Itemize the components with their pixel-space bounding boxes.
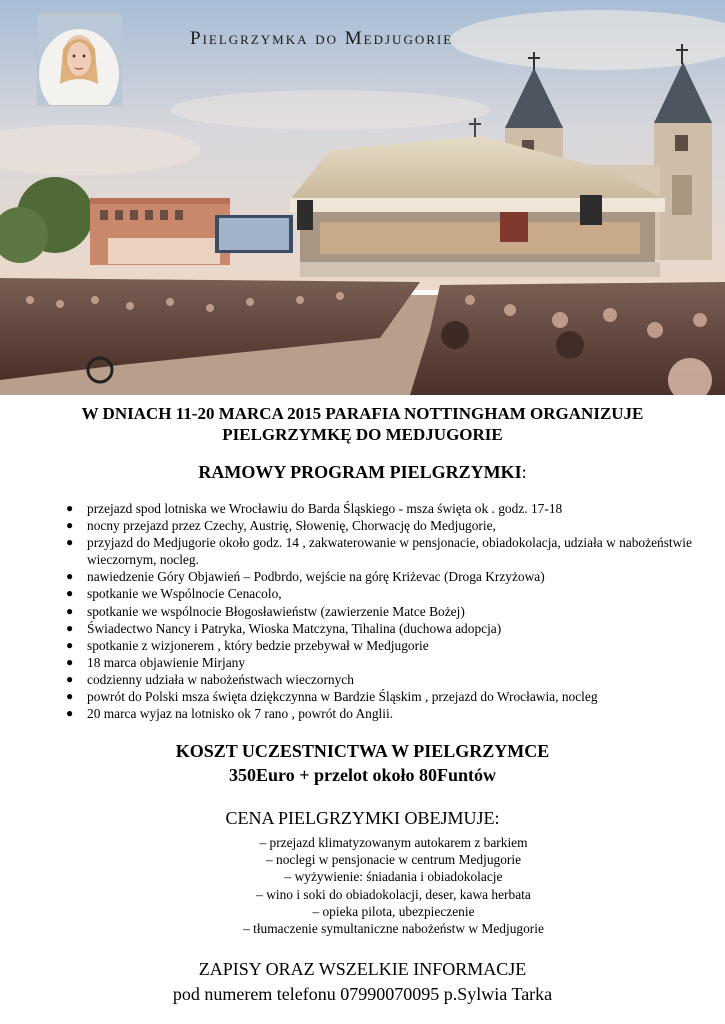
- list-item-text: nocny przejazd przez Czechy, Austrię, Słowenię, Chorwację do Medjugorie,: [87, 518, 496, 534]
- list-item-text: spotkanie we wspólnocie Błogosławieństw (zawierzenie Matce Bożej): [87, 603, 465, 619]
- program-title-text: RAMOWY PROGRAM PIELGRZYMKI: [198, 462, 522, 482]
- list-item: [66, 500, 706, 517]
- includes-list: [0, 834, 725, 937]
- list-item: [66, 568, 706, 585]
- list-item: [66, 620, 706, 637]
- bullet-icon: ●: [66, 654, 74, 669]
- contact-heading: ZAPISY ORAZ WSZELKIE INFORMACJE: [198, 959, 527, 979]
- program-list: [66, 500, 706, 722]
- bullet-icon: ●: [66, 706, 74, 721]
- list-item-text: nawiedzenie Góry Objawień – Podbrdo, wejście na górę Kriżevac (Droga Krzyżowa): [87, 569, 545, 585]
- list-item-text: spotkanie z wizjonerem , który bedzie przebywał w Medjugorie: [87, 637, 429, 653]
- list-item: – przejazd klimatyzowanym autokarem z barkiem: [259, 835, 528, 850]
- bullet-icon: ●: [66, 620, 74, 635]
- list-item-text: powrót do Polski msza święta dziękczynna w Bardzie Śląskim , przejazd do Wrocławia, nocleg: [87, 689, 598, 705]
- hero-photo: [0, 0, 725, 395]
- list-item: – wino i soki do obiadokolacji, deser, kawa herbata: [256, 886, 531, 902]
- list-item: [66, 637, 706, 654]
- program-title: [0, 462, 725, 483]
- includes-title: CENA PIELGRZYMKI OBEJMUJE:: [225, 808, 500, 828]
- madonna-portrait: [37, 13, 122, 106]
- list-item: – tłumaczenie symultaniczne nabożeństw w Medjugorie: [243, 921, 544, 937]
- bullet-icon: ●: [66, 586, 74, 601]
- bullet-icon: ●: [66, 501, 74, 515]
- headline-line-2: PIELGRZYMKĘ DO MEDJUGORIE: [222, 425, 503, 444]
- list-item-text: przyjazd do Medjugorie około godz. 14 , zakwaterowanie w pensjonacie, obiadokolacja, udziała w nabożeństwie wieczornym, nocleg.: [87, 535, 692, 568]
- list-item: – wyżywienie: śniadania i obiadokolacje: [284, 869, 503, 885]
- list-item-text: 20 marca wyjaz na lotnisko ok 7 rano , powrót do Anglii.: [87, 706, 394, 722]
- list-item: [66, 705, 706, 722]
- bullet-icon: ●: [66, 689, 74, 704]
- bullet-icon: ●: [66, 637, 74, 652]
- list-item: [66, 671, 706, 688]
- cost-title: KOSZT UCZESTNICTWA W PIELGRZYMCE: [175, 741, 550, 761]
- program-title-colon: :: [521, 462, 527, 482]
- list-item: [66, 517, 706, 534]
- list-item-text: codzienny udziała w nabożeństwach wieczornych: [87, 671, 354, 687]
- list-item: [66, 585, 706, 602]
- list-item-text: spotkanie we Wspólnocie Cenacolo,: [87, 586, 282, 602]
- madonna-icon: [38, 14, 121, 105]
- list-item: – opieka pilota, ubezpieczenie: [312, 903, 475, 919]
- list-item: – noclegi w pensjonacie w centrum Medjugorie: [265, 852, 522, 868]
- list-item-text: przejazd spod lotniska we Wrocławiu do Barda Śląskiego - msza święta ok . godz. 17-18: [87, 501, 563, 516]
- bullet-icon: ●: [66, 603, 74, 618]
- poster-title: Pielgrzymka do Medjugorie: [190, 28, 454, 49]
- headline-line-1: W DNIACH 11-20 MARCA 2015 PARAFIA NOTTINGHAM ORGANIZUJE: [81, 404, 644, 423]
- list-item: [66, 688, 706, 705]
- bullet-icon: ●: [66, 518, 74, 533]
- list-item: [66, 534, 706, 568]
- cost-value: 350Euro + przelot około 80Funtów: [229, 765, 496, 785]
- list-item-text: 18 marca objawienie Mirjany: [87, 654, 246, 670]
- list-item: [66, 654, 706, 671]
- bullet-icon: ●: [66, 671, 74, 686]
- list-item: [66, 603, 706, 620]
- bullet-icon: ●: [66, 569, 74, 584]
- bullet-icon: ●: [66, 535, 74, 550]
- contact-phone: pod numerem telefonu 07990070095 p.Sylwia Tarka: [172, 984, 553, 1004]
- list-item-text: Świadectwo Nancy i Patryka, Wioska Matczyna, Tihalina (duchowa adopcja): [87, 620, 502, 636]
